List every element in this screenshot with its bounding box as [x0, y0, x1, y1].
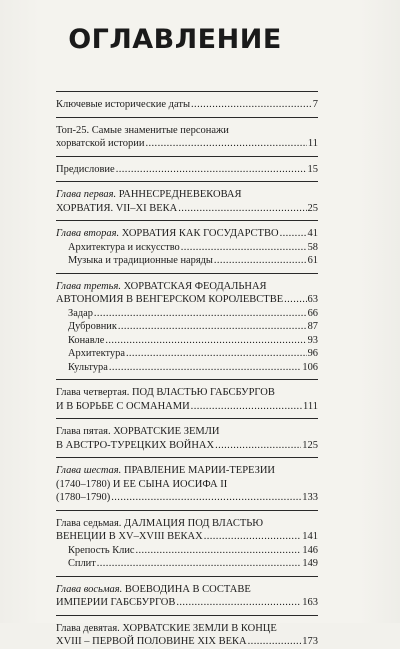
page-number: 111 [303, 400, 318, 412]
leader-dots [215, 439, 301, 453]
page-number: 141 [302, 531, 318, 542]
entry-text [56, 386, 275, 400]
entry-title: XVIII – ПЕРВОЙ ПОЛОВИНЕ XIX ВЕКА [56, 636, 247, 647]
entry-title: Крепость Клис [68, 544, 135, 556]
entry-text [56, 227, 279, 241]
leader-dots [126, 347, 307, 361]
leader-dots [97, 557, 302, 571]
page-number: 61 [307, 255, 318, 266]
leader-dots [214, 254, 307, 268]
entry-text [68, 347, 125, 361]
toc-entry-line [56, 635, 318, 649]
entry-text [56, 98, 190, 112]
toc-entry[interactable] [56, 227, 318, 268]
page-number: 133 [302, 492, 318, 503]
entry-text [56, 478, 227, 492]
entry-title: И В БОРЬБЕ С ОСМАНАМИ [56, 400, 190, 412]
entry-title: В АВСТРО-ТУРЕЦКИХ ВОЙНАХ [56, 439, 215, 451]
leader-dots [204, 530, 302, 544]
toc-entry-line [56, 517, 318, 531]
page-title: ОГЛАВЛЕНИЕ [68, 24, 282, 55]
entry-title: Музыка и традиционные наряды [68, 255, 213, 266]
entry-text [56, 596, 175, 610]
page-number: 25 [307, 202, 318, 214]
leader-dots [280, 227, 307, 241]
toc-entry-line [56, 386, 318, 400]
toc-entry[interactable] [56, 425, 318, 452]
page-number: 7 [312, 99, 318, 110]
toc-subentry-line [56, 557, 318, 571]
table-of-contents [56, 86, 318, 649]
leader-dots [105, 334, 306, 348]
toc-entry-line [56, 400, 318, 414]
entry-title: ХОРВАТИЯ. VII–XI ВЕКА [56, 202, 178, 214]
leader-dots [181, 241, 307, 255]
entry-title: (1740–1780) И ЕЕ СЫНА ИОСИФА II [56, 478, 228, 490]
entry-title: АВТОНОМИЯ В ВЕНГЕРСКОМ КОРОЛЕВСТВЕ [56, 294, 284, 305]
leader-dots [116, 163, 307, 177]
entry-text [56, 188, 242, 202]
toc-entry[interactable] [56, 583, 318, 610]
chapter-prefix: Глава третья. [56, 280, 121, 292]
leader-dots [191, 400, 302, 414]
entry-text [68, 254, 213, 268]
leader-dots [136, 544, 302, 558]
separator-rule [56, 117, 318, 118]
separator-rule [56, 457, 318, 458]
entry-title: ВОЕВОДИНА В СОСТАВЕ [124, 583, 251, 595]
entry-title: Задар [68, 307, 93, 319]
page-number: 11 [307, 138, 318, 149]
entry-title: ПРАВЛЕНИЕ МАРИИ-ТЕРЕЗИИ [123, 465, 275, 476]
entry-text [56, 464, 275, 478]
separator-rule [56, 181, 318, 182]
leader-dots [111, 491, 301, 505]
toc-entry[interactable] [56, 188, 318, 215]
entry-title: Ключевые исторические даты [56, 99, 191, 110]
entry-title: ВЕНЕЦИИ В XV–XVIII ВЕКАХ [56, 531, 203, 542]
separator-rule [56, 220, 318, 221]
toc-entry-line [56, 293, 318, 307]
chapter-prefix: Глава седьмая. [56, 517, 122, 529]
separator-rule [56, 615, 318, 616]
separator-rule [56, 156, 318, 157]
toc-subentry-line [56, 361, 318, 375]
toc-subentry-line [56, 544, 318, 558]
entry-text [68, 361, 108, 375]
entry-text [56, 622, 277, 636]
page-number: 63 [307, 294, 318, 305]
entry-text [68, 307, 93, 321]
entry-text [56, 124, 229, 138]
entry-text [56, 400, 190, 414]
chapter-prefix: Глава шестая. [56, 465, 122, 476]
chapter-prefix: Глава восьмая. [56, 583, 123, 595]
toc-entry-line [56, 202, 318, 216]
toc-entry-line [56, 188, 318, 202]
toc-entry[interactable] [56, 464, 318, 505]
toc-entry[interactable] [56, 280, 318, 375]
page-number: 15 [307, 163, 318, 175]
entry-title: Архитектура и искусство [68, 241, 180, 253]
page-number: 106 [302, 361, 318, 373]
entry-text [56, 583, 251, 597]
separator-rule [56, 379, 318, 380]
toc-subentry-line [56, 347, 318, 361]
entry-text [68, 334, 104, 348]
chapter-prefix: Глава четвертая. [56, 387, 130, 398]
entry-text [56, 137, 144, 151]
leader-dots [191, 98, 312, 112]
chapter-prefix: Глава первая. [56, 189, 117, 200]
entry-text [56, 163, 115, 177]
toc-entry[interactable] [56, 517, 318, 571]
entry-text [68, 241, 180, 255]
entry-text [68, 557, 96, 571]
entry-text [56, 425, 219, 439]
entry-title: ДАЛМАЦИЯ ПОД ВЛАСТЬЮ [124, 517, 264, 529]
entry-text [56, 530, 203, 544]
entry-text [68, 544, 135, 558]
leader-dots [109, 361, 302, 375]
entry-title: Архитектура [68, 348, 125, 359]
toc-entry-line [56, 464, 318, 478]
toc-entry-line [56, 124, 318, 138]
toc-subentry-line [56, 241, 318, 255]
toc-subentry-line [56, 307, 318, 321]
toc-entry-line [56, 491, 318, 505]
leader-dots [284, 293, 306, 307]
toc-entry-line [56, 439, 318, 453]
entry-text [56, 491, 110, 505]
toc-entry-line [56, 280, 318, 294]
entry-title: Топ-25. Самые знаменитые персонажи [56, 124, 229, 136]
leader-dots [176, 596, 301, 610]
separator-rule [56, 418, 318, 419]
entry-text [56, 280, 267, 294]
leader-dots [178, 202, 306, 216]
entry-title: Сплит [68, 558, 96, 569]
page-number: 87 [307, 321, 318, 332]
chapter-prefix: Глава пятая. [56, 426, 111, 437]
chapter-prefix: Глава вторая. [56, 228, 120, 239]
page-number: 173 [302, 636, 318, 647]
entry-title: Предисловие [56, 163, 115, 175]
entry-title: Дубровник [68, 321, 117, 332]
entry-title: ХОРВАТСКИЕ ЗЕМЛИ [113, 426, 220, 437]
leader-dots [94, 307, 307, 321]
toc-subentry-line [56, 254, 318, 268]
toc-subentry-line [56, 334, 318, 348]
toc-entry[interactable] [56, 622, 318, 649]
page-number: 93 [307, 334, 318, 346]
toc-entry-line [56, 137, 318, 151]
toc-subentry-line [56, 320, 318, 334]
toc-entry-line [56, 425, 318, 439]
page-number: 146 [302, 544, 318, 556]
entry-title: ПОД ВЛАСТЬЮ ГАБСБУРГОВ [131, 387, 275, 398]
leader-dots [145, 137, 306, 151]
separator-rule [56, 273, 318, 274]
leader-dots [248, 635, 302, 649]
entry-title: Конавле [68, 334, 105, 346]
entry-title: РАННЕСРЕДНЕВЕКОВАЯ [118, 189, 242, 200]
entry-title: ХОРВАТСКИЕ ЗЕМЛИ В КОНЦЕ [122, 622, 277, 634]
entry-text [56, 293, 283, 307]
toc-entry[interactable] [56, 98, 318, 112]
toc-entry[interactable] [56, 386, 318, 413]
toc-entry-line [56, 530, 318, 544]
entry-text [56, 635, 247, 649]
page-number: 66 [307, 307, 318, 319]
toc-entry-line [56, 98, 318, 112]
separator-rule [56, 510, 318, 511]
entry-title: ХОРВАТИЯ КАК ГОСУДАРСТВО [121, 228, 279, 239]
entry-text [56, 517, 263, 531]
toc-entry-line [56, 596, 318, 610]
entry-title: ИМПЕРИИ ГАБСБУРГОВ [56, 597, 176, 608]
entry-title: Культура [68, 361, 108, 373]
entry-title: (1780–1790) [56, 492, 111, 503]
page-number: 149 [302, 558, 318, 569]
toc-entry[interactable] [56, 163, 318, 177]
chapter-prefix: Глава девятая. [56, 622, 120, 634]
entry-title: хорватской истории [56, 138, 145, 149]
toc-entry-line [56, 163, 318, 177]
entry-text [68, 320, 117, 334]
toc-entry-line [56, 583, 318, 597]
page-number: 96 [307, 348, 318, 359]
toc-entry-line [56, 478, 318, 492]
entry-text [56, 439, 214, 453]
page-number: 163 [302, 597, 318, 608]
entry-text [56, 202, 177, 216]
page-number: 41 [307, 228, 318, 239]
toc-entry-line [56, 227, 318, 241]
toc-entry-line [56, 622, 318, 636]
toc-entry[interactable] [56, 124, 318, 151]
leader-dots [118, 320, 307, 334]
page-number: 58 [307, 241, 318, 253]
separator-rule [56, 91, 318, 92]
separator-rule [56, 576, 318, 577]
entry-title: ХОРВАТСКАЯ ФЕОДАЛЬНАЯ [123, 280, 267, 292]
page-number: 125 [302, 439, 318, 451]
